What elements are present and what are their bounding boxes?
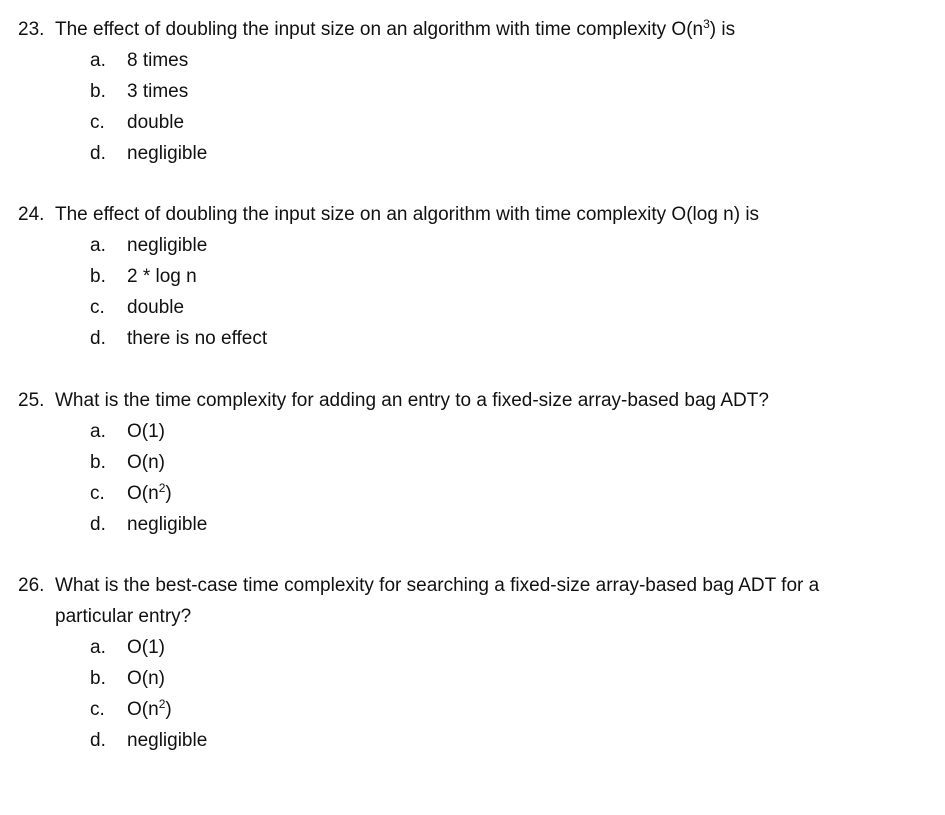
option-d [18, 509, 918, 540]
option-text: O(n) [127, 452, 165, 473]
option-letter: b. [90, 668, 106, 689]
question-number: 26. [18, 575, 45, 596]
option-text: negligible [127, 235, 208, 256]
question-text-line-1: What is the best-case time complexity for searching a fixed-size array-based bag ADT for a [55, 575, 820, 596]
option-letter: a. [90, 235, 106, 256]
option-a [18, 230, 918, 261]
option-b [18, 261, 918, 292]
option-list [18, 230, 918, 354]
option-text: there is no effect [127, 328, 268, 349]
question-26 [18, 570, 918, 756]
option-a [18, 416, 918, 447]
option-text [127, 478, 172, 509]
question-number: 25. [18, 390, 45, 411]
option-c [18, 478, 918, 509]
option-letter: d. [90, 730, 106, 751]
option-text: 3 times [127, 81, 189, 102]
question-number: 23. [18, 19, 45, 40]
option-letter: b. [90, 81, 106, 102]
option-c [18, 292, 918, 323]
option-list [18, 45, 918, 169]
question-text: What is the time complexity for adding an entry to a fixed-size array-based bag ADT? [55, 390, 769, 411]
option-text: O(n) [127, 668, 165, 689]
option-text [127, 694, 172, 725]
superscript: 2 [158, 481, 166, 495]
question-number: 24. [18, 204, 45, 225]
question-text-part: The effect of doubling the input size on an algorithm with time complexity O(n [55, 19, 704, 40]
question-24 [18, 199, 918, 354]
option-d [18, 725, 918, 756]
option-letter: b. [90, 266, 106, 287]
option-letter: d. [90, 328, 106, 349]
option-letter: a. [90, 421, 106, 442]
option-c [18, 107, 918, 138]
superscript: 3 [703, 17, 710, 31]
option-text: O(1) [127, 637, 165, 658]
option-text: 2 * log n [127, 266, 197, 287]
option-c [18, 694, 918, 725]
option-letter: d. [90, 143, 106, 164]
option-text-part: ) [165, 699, 172, 720]
option-text: double [127, 112, 185, 133]
option-d [18, 138, 918, 169]
option-text-part: O(n [127, 483, 159, 504]
option-list [18, 416, 918, 540]
option-text-part: ) [165, 483, 172, 504]
question-text: The effect of doubling the input size on an algorithm with time complexity O(log n) is [55, 204, 760, 225]
option-d [18, 323, 918, 354]
option-letter: c. [90, 699, 105, 720]
superscript: 2 [158, 697, 166, 711]
option-letter: d. [90, 514, 106, 535]
option-text: negligible [127, 514, 208, 535]
option-text: 8 times [127, 50, 189, 71]
option-b [18, 663, 918, 694]
option-letter: a. [90, 637, 106, 658]
option-text: O(1) [127, 421, 165, 442]
option-letter: b. [90, 452, 106, 473]
option-a [18, 45, 918, 76]
option-text: double [127, 297, 185, 318]
option-letter: a. [90, 50, 106, 71]
question-25 [18, 385, 918, 540]
option-letter: c. [90, 112, 105, 133]
option-text-part: O(n [127, 699, 159, 720]
option-letter: c. [90, 483, 105, 504]
option-letter: c. [90, 297, 105, 318]
option-list [18, 632, 918, 756]
option-b [18, 76, 918, 107]
option-text: negligible [127, 730, 208, 751]
question-23 [18, 14, 918, 169]
option-text: negligible [127, 143, 208, 164]
option-a [18, 632, 918, 663]
option-b [18, 447, 918, 478]
question-text [55, 14, 735, 45]
question-text-part: ) is [709, 19, 736, 40]
question-text-line-2: particular entry? [55, 606, 192, 627]
